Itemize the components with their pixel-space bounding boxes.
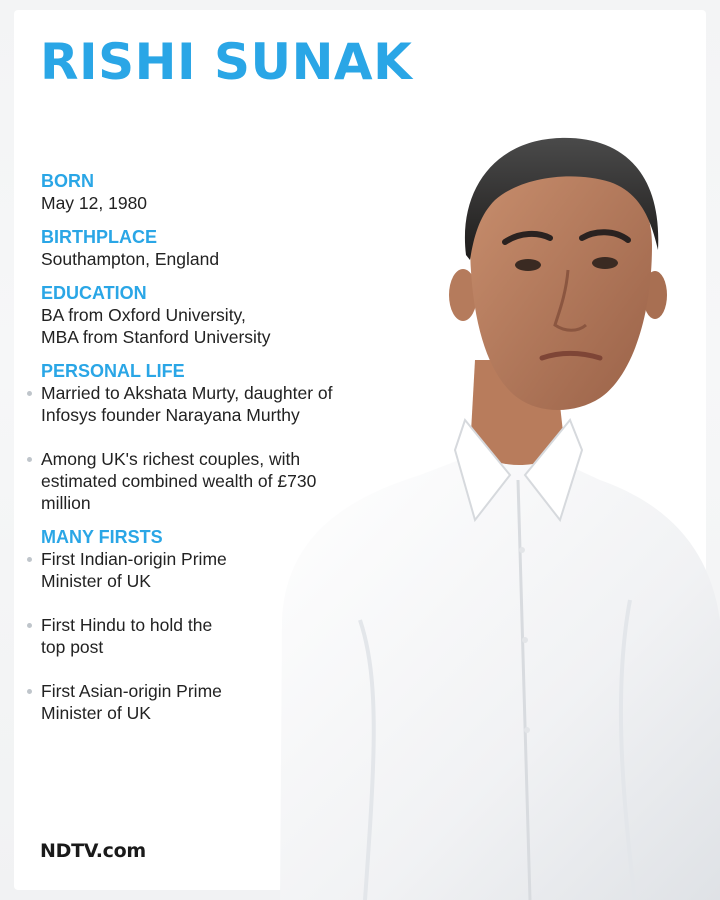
list-item <box>41 548 256 592</box>
section-heading-birthplace: BIRTHPLACE <box>41 227 157 247</box>
portrait-photo <box>270 120 720 900</box>
section-heading-born: BORN <box>41 171 94 191</box>
list-item-text: Among UK's richest couples, with estimated combined wealth of £730 million <box>41 449 317 513</box>
education-line-1: BA from Oxford University, <box>41 305 246 325</box>
birthplace-value: Southampton, England <box>41 249 220 269</box>
section-heading-education: EDUCATION <box>41 283 147 303</box>
bullet-icon <box>27 457 32 462</box>
list-item-text: Married to Akshata Murty, daughter of Infosys founder Narayana Murthy <box>41 383 333 425</box>
bullet-icon <box>27 623 32 628</box>
ndtv-logo: NDTV.com <box>40 840 146 862</box>
list-item-text: First Indian-origin Prime Minister of UK <box>41 549 227 591</box>
bullet-icon <box>27 557 32 562</box>
education-line-2: MBA from Stanford University <box>41 327 271 347</box>
page-title: RISHI SUNAK <box>40 33 413 91</box>
bullet-icon <box>27 689 32 694</box>
list-item <box>41 680 256 724</box>
section-heading-personal-life: PERSONAL LIFE <box>41 361 185 381</box>
list-item-text: First Hindu to hold the top post <box>41 615 213 657</box>
bullet-icon <box>27 391 32 396</box>
born-value: May 12, 1980 <box>41 193 148 213</box>
section-heading-many-firsts: MANY FIRSTS <box>41 527 163 547</box>
list-item-text: First Asian-origin Prime Minister of UK <box>41 681 222 723</box>
list-item <box>41 614 241 658</box>
